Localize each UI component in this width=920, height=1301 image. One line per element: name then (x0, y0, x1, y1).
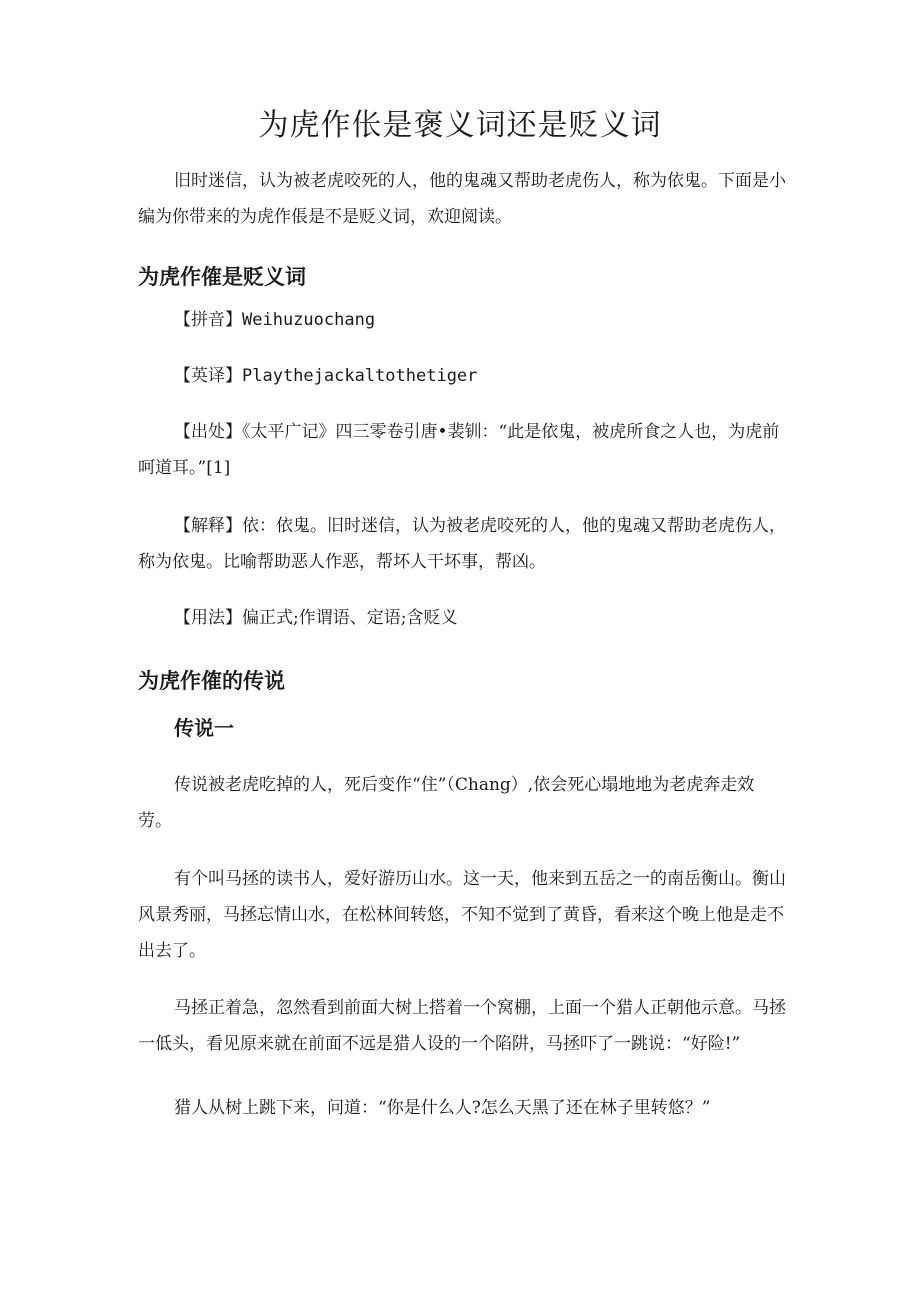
legend-paragraph: 猎人从树上跳下来，问道：“你是什么人?怎么天黑了还在林子里转悠？” (174, 1098, 711, 1118)
intro-paragraph: 旧时迷信，认为被老虎咬死的人，他的鬼魂又帮助老虎伤人，称为依鬼。下面是小编为你带来的为虎作倀是不是贬义词，欢迎阅读。 (138, 171, 786, 227)
page-title: 为虎作伥是褒义词还是贬义词 (258, 108, 662, 143)
english-entry (138, 358, 788, 394)
pinyin-label: 【拼音】 (174, 310, 242, 330)
section-heading-derogatory: 为虎作傕是贬义词 (138, 264, 306, 289)
legend-paragraph: 马拯正着急，忽然看到前面大树上搭着一个窝棚，上面一个猎人正朝他示意。马拯一低头，看见原来就在前面不远是猎人设的一个陷阱，马拯吓了一跳说：“好险!” (138, 998, 786, 1054)
source-entry: 【出处】《太平广记》四三零卷引唐•裴钏：“此是依鬼，被虎所食之人也，为虎前呵道耳。”[1] (138, 422, 780, 478)
legend-subheading: 传说一 (174, 716, 234, 740)
pinyin-value: Weihuzuochang (242, 310, 376, 330)
english-value: Playthejackaltothetiger (242, 366, 478, 386)
explanation-entry: 【解释】依：依鬼。旧时迷信，认为被老虎咬死的人，他的鬼魂又帮助老虎伤人，称为依鬼。比喻帮助恶人作恶，帮坏人干坏事，帮凶。 (138, 516, 786, 572)
usage-entry: 【用法】偏正式;作谓语、定语;含贬义 (174, 608, 458, 628)
english-label: 【英译】 (174, 366, 242, 386)
legend-paragraph: 有个叫马拯的读书人，爱好游历山水。这一天，他来到五岳之一的南岳衡山。衡山风景秀丽，马拯忘情山水，在松林间转悠，不知不觉到了黄昏，看来这个晚上他是走不出去了。 (138, 869, 786, 961)
legend-paragraph: 传说被老虎吃掉的人，死后变作“住”（Chang）,依会死心塌地地为老虎奔走效劳。 (138, 775, 755, 831)
pinyin-entry (138, 302, 788, 338)
section-heading-legend: 为虎作傕的传说 (138, 668, 285, 693)
